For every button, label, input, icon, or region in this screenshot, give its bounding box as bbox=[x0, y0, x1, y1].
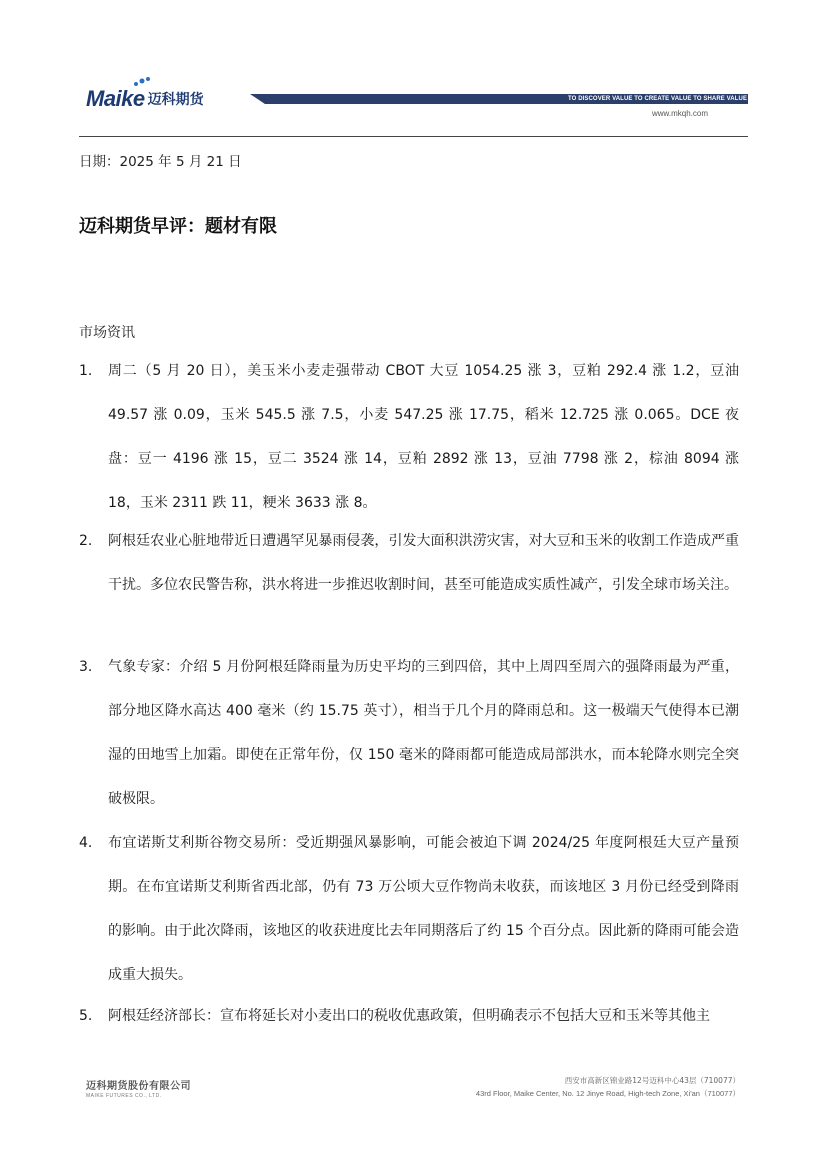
news-item-text: 阿根廷经济部长：宣布将延长对小麦出口的税收优惠政策，但明确表示不包括大豆和玉米等其他主 bbox=[108, 1008, 710, 1024]
news-item bbox=[79, 519, 739, 607]
header-divider bbox=[79, 136, 748, 137]
website-url: www.mkqh.com bbox=[652, 109, 709, 118]
news-item bbox=[79, 349, 739, 525]
news-item-text: 周二（5 月 20 日），美玉米小麦走强带动 CBOT 大豆 1054.25 涨 3，豆粕 292.4 涨 1.2，豆油 49.57 涨 0.09，玉米 545.5 涨 7.5，小麦 547.25 涨 17.75，稻米 12.725 涨 0.065。DCE 夜盘：豆一 4196 涨 15，豆二 3524 涨 14，豆粕 2892 涨 13，豆油 7798 涨 2，棕油 8094 涨 18，玉米 2311 跌 11，粳米 3633 涨 8。 bbox=[108, 363, 739, 511]
section-heading: 市场资讯 bbox=[79, 325, 135, 341]
report-date: 日期：2025 年 5 月 21 日 bbox=[79, 154, 242, 170]
news-item bbox=[79, 645, 739, 821]
footer-company bbox=[86, 1077, 191, 1099]
company-name-en: MAIKE FUTURES CO., LTD. bbox=[86, 1093, 162, 1099]
news-item-number: 1. bbox=[79, 363, 93, 379]
logo-chinese-text: 迈科期货 bbox=[147, 92, 204, 108]
address-cn: 西安市高新区锦业路12号迈科中心43层（710077） bbox=[564, 1076, 740, 1085]
news-item-number: 5. bbox=[79, 1008, 93, 1024]
news-item-number: 4. bbox=[79, 835, 93, 851]
news-item-number: 3. bbox=[79, 659, 93, 675]
news-item bbox=[79, 821, 739, 997]
report-title: 迈科期货早评：题材有限 bbox=[79, 216, 277, 237]
maike-logo bbox=[86, 84, 204, 114]
company-name-cn: 迈科期货股份有限公司 bbox=[86, 1081, 191, 1092]
news-item-number: 2. bbox=[79, 533, 93, 549]
news-item-text: 气象专家：介绍 5 月份阿根廷降雨量为历史平均的三到四倍，其中上周四至周六的强降雨最为严重，部分地区降水高达 400 毫米（约 15.75 英寸），相当于几个月的降雨总和。这一极端天气使得本已潮湿的田地雪上加霜。即使在正常年份，仅 150 毫米的降雨都可能造成局部洪水，而本轮降水则完全突破极限。 bbox=[108, 659, 739, 807]
footer-address bbox=[476, 1075, 740, 1099]
address-en: 43rd Floor, Maike Center, No. 12 Jinye Road, High-tech Zone, Xi'an（710077） bbox=[475, 1089, 740, 1098]
logo-dots-icon bbox=[132, 76, 152, 88]
news-item bbox=[79, 994, 739, 1038]
news-item-text: 布宜诺斯艾利斯谷物交易所：受近期强风暴影响，可能会被迫下调 2024/25 年度阿根廷大豆产量预期。在布宜诺斯艾利斯省西北部，仍有 73 万公顷大豆作物尚未收获，而该地区 3 月份已经受到降雨的影响。由于此次降雨，该地区的收获进度比去年同期落后了约 15 个百分点。因此新的降雨可能会造成重大损失。 bbox=[108, 835, 739, 983]
news-item-text: 阿根廷农业心脏地带近日遭遇罕见暴雨侵袭，引发大面积洪涝灾害，对大豆和玉米的收割工作造成严重干扰。多位农民警告称，洪水将进一步推迟收割时间，甚至可能造成实质性减产，引发全球市场关注。 bbox=[108, 533, 739, 593]
logo-latin-text: Maike bbox=[86, 86, 145, 111]
page-header bbox=[0, 0, 826, 140]
slogan-text: TO DISCOVER VALUE TO CREATE VALUE TO SHARE VALUE bbox=[568, 96, 748, 102]
